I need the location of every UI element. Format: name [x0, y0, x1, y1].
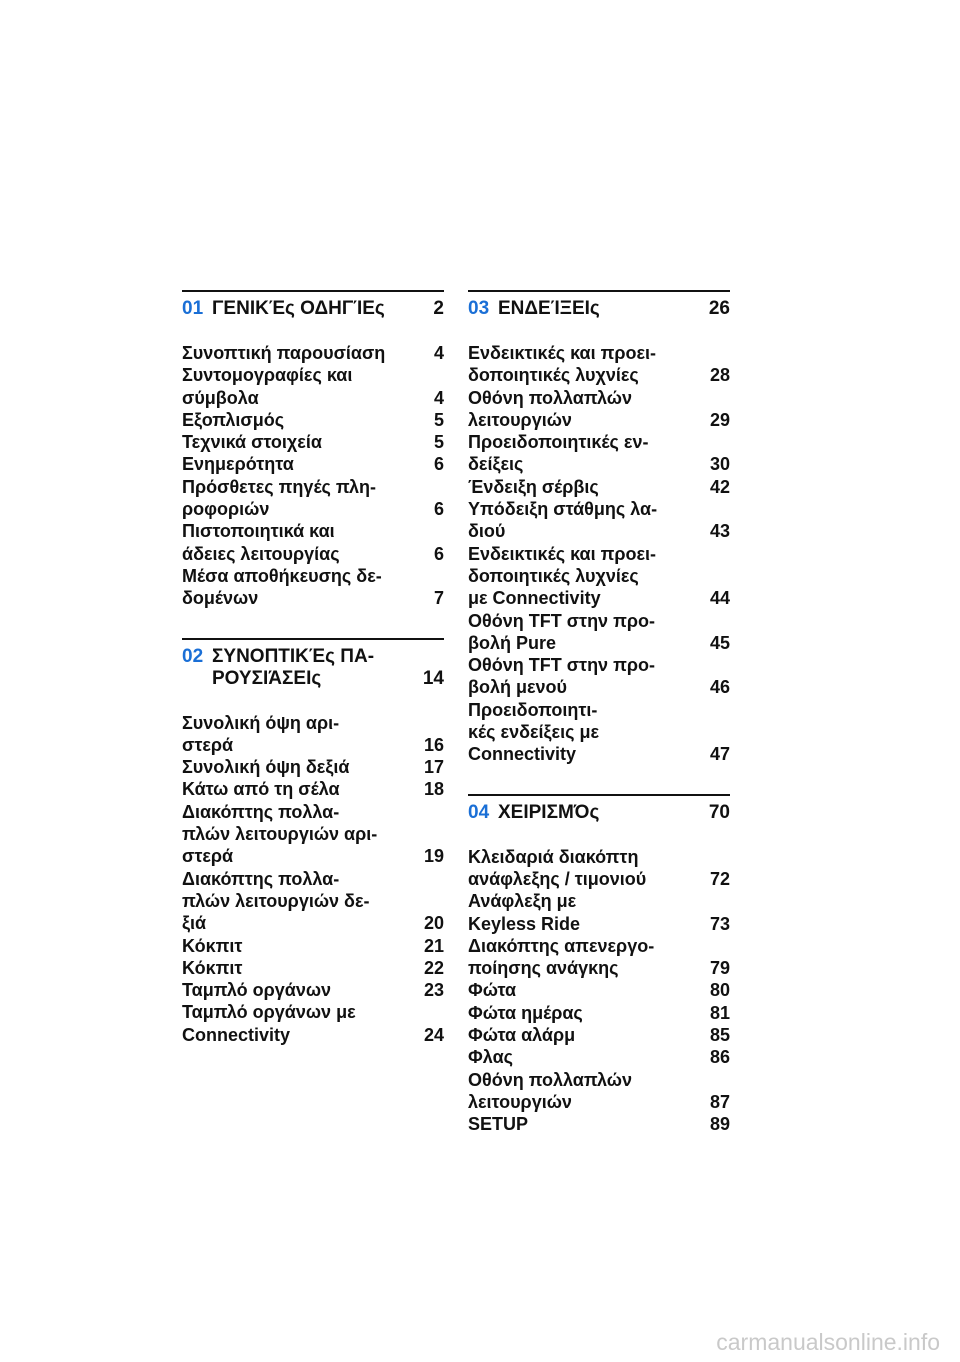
toc-entry-page: 4 — [433, 343, 444, 363]
toc-entry[interactable] — [468, 890, 730, 935]
toc-entry-page: 29 — [709, 409, 730, 430]
toc-entry-title: Ταμπλό οργάνων — [182, 980, 332, 1001]
toc-entry[interactable] — [182, 756, 444, 778]
section-page-number: 70 — [708, 801, 730, 823]
toc-entry-title: Ανάφλεξη με Keyless Ride — [468, 891, 581, 934]
toc-entry[interactable] — [468, 476, 730, 498]
toc-entry-page: 89 — [709, 1114, 730, 1135]
toc-entry[interactable] — [182, 979, 444, 1001]
toc-entry-title: Κλειδαριά διακόπτη ανάφλεξης / τιμονιού — [468, 846, 647, 889]
toc-entry-page: 73 — [709, 913, 730, 934]
toc-entry[interactable] — [182, 801, 444, 868]
toc-entry[interactable] — [468, 654, 730, 699]
toc-entry-title: Φώτα αλάρμ — [468, 1025, 576, 1046]
toc-entry-title: Οθόνη πολλαπλών λειτουργιών — [468, 1069, 632, 1112]
toc-right-column — [468, 290, 730, 1164]
toc-entry-title: Οθόνη πολλαπλών λειτουργιών — [468, 387, 632, 430]
toc-entry-title: Ενημερότητα — [182, 454, 294, 475]
toc-entry[interactable] — [468, 1113, 730, 1135]
toc-entry-list — [468, 342, 730, 766]
section-divider — [182, 290, 444, 292]
toc-entry-page: 5 — [433, 409, 444, 430]
toc-entry-page: 16 — [423, 734, 444, 755]
toc-entry[interactable] — [182, 778, 444, 800]
toc-entry-title: Φώτα — [468, 980, 517, 1001]
section-heading[interactable] — [468, 802, 730, 824]
toc-entry-page: 24 — [423, 1024, 444, 1045]
toc-entry-title: Τεχνικά στοιχεία — [182, 432, 322, 453]
section-divider — [182, 638, 444, 640]
toc-entry-page: 6 — [433, 499, 444, 520]
section-number: 02 — [182, 645, 204, 667]
toc-entry-page: 45 — [709, 632, 730, 653]
section-divider — [468, 290, 730, 292]
toc-entry-page: 46 — [709, 677, 730, 698]
toc-entry[interactable] — [468, 699, 730, 766]
section-title-group — [182, 646, 415, 690]
toc-entry-title: Συνολική όψη αρι- στερά — [182, 712, 340, 755]
toc-entry-title: Προειδοποιητι- κές ενδείξεις με Connectivity — [468, 699, 600, 765]
toc-entry[interactable] — [182, 476, 444, 521]
toc-entry-title: Φώτα ημέρας — [468, 1002, 583, 1023]
toc-entry-page: 30 — [709, 454, 730, 475]
toc-entry-list — [182, 712, 444, 1046]
toc-entry[interactable] — [182, 935, 444, 957]
toc-entry[interactable] — [468, 498, 730, 543]
toc-entry-page: 5 — [433, 432, 444, 453]
toc-entry[interactable] — [182, 431, 444, 453]
toc-entry-title: Φλας — [468, 1047, 513, 1068]
section-title-group — [182, 298, 425, 320]
toc-entry[interactable] — [468, 543, 730, 610]
toc-entry-list — [468, 846, 730, 1136]
toc-entry[interactable] — [468, 1024, 730, 1046]
section-heading[interactable] — [182, 646, 444, 690]
toc-entry-page: 85 — [709, 1025, 730, 1046]
section-number: 01 — [182, 298, 204, 319]
toc-entry-page: 18 — [423, 779, 444, 800]
section-title-group — [468, 802, 701, 824]
toc-entry-page: 80 — [709, 980, 730, 1001]
toc-entry[interactable] — [182, 1001, 444, 1046]
toc-entry-list — [182, 342, 444, 610]
section-heading[interactable] — [468, 298, 730, 320]
toc-entry[interactable] — [468, 1002, 730, 1024]
toc-entry-page: 86 — [709, 1047, 730, 1068]
section-page-number: 2 — [433, 298, 444, 319]
toc-entry[interactable] — [468, 1046, 730, 1068]
toc-entry-page: 6 — [433, 454, 444, 475]
toc-entry[interactable] — [182, 712, 444, 757]
toc-entry-title: Προειδοποιητικές εν- δείξεις — [468, 432, 649, 475]
section-number: 03 — [468, 298, 490, 319]
watermark: carmanualsonline.info — [716, 1329, 940, 1355]
toc-entry[interactable] — [182, 868, 444, 935]
section-number: 04 — [468, 801, 490, 823]
toc-entry-page: 4 — [433, 387, 444, 408]
section-page-number: 26 — [708, 298, 730, 319]
toc-entry-title: Μέσα αποθήκευσης δε- δομένων — [182, 565, 382, 609]
toc-entry-page: 20 — [423, 913, 444, 934]
toc-entry[interactable] — [182, 453, 444, 475]
toc-entry-title: Ενδεικτικές και προει- δοποιητικές λυχνίες με Connectivity — [468, 543, 657, 609]
toc-section — [182, 638, 444, 1046]
section-divider — [468, 794, 730, 796]
toc-entry-page: 87 — [709, 1091, 730, 1112]
toc-entry-page: 72 — [709, 868, 730, 889]
toc-entry-title: Διακόπτης πολλα- πλών λειτουργιών δε- ξιά — [182, 868, 370, 934]
toc-entry[interactable] — [182, 409, 444, 431]
toc-entry[interactable] — [182, 364, 444, 409]
section-title: ΣΥΝΟΠΤΙΚΈς ΠΑ- ΡΟΥΣΙΆΣΕΙς — [212, 645, 375, 689]
toc-entry[interactable] — [468, 979, 730, 1001]
section-title-group — [468, 298, 701, 320]
toc-entry[interactable] — [468, 387, 730, 432]
section-page-number: 14 — [422, 667, 444, 689]
section-title: ΧΕΙΡΙΣΜΌς — [498, 801, 600, 823]
section-heading[interactable] — [182, 298, 444, 320]
toc-entry-title: Εξοπλισμός — [182, 409, 285, 430]
toc-entry-page: 47 — [709, 744, 730, 765]
toc-entry-title: Πιστοποιητικά και άδειες λειτουργίας — [182, 521, 340, 564]
toc-entry-title: Οθόνη TFT στην προ- βολή Pure — [468, 610, 655, 653]
toc-entry-title: Ταμπλό οργάνων με Connectivity — [182, 1002, 356, 1045]
toc-entry-page: 21 — [423, 935, 444, 956]
toc-entry-title: Συνοπτική παρουσίαση — [182, 343, 386, 363]
section-title: ΕΝΔΕΊΞΕΙς — [498, 298, 600, 319]
toc-entry[interactable] — [182, 520, 444, 565]
toc-entry-title: SETUP — [468, 1114, 529, 1135]
toc-entry-title: Διακόπτης πολλα- πλών λειτουργιών αρι- στερά — [182, 801, 378, 867]
toc-entry[interactable] — [468, 935, 730, 980]
toc-section — [468, 290, 730, 766]
toc-section — [182, 290, 444, 610]
toc-entry-title: Συντομογραφίες και σύμβολα — [182, 365, 353, 408]
toc-entry-title: Κάτω από τη σέλα — [182, 779, 340, 800]
toc-entry-page: 44 — [709, 588, 730, 609]
toc-entry-title: Ενδεικτικές και προει- δοποιητικές λυχνίες — [468, 343, 657, 386]
toc-entry[interactable] — [468, 431, 730, 476]
toc-entry-title: Κόκπιτ — [182, 935, 243, 956]
toc-entry-page: 81 — [709, 1002, 730, 1023]
toc-entry-page: 79 — [709, 958, 730, 979]
toc-entry-title: Υπόδειξη στάθμης λα- διού — [468, 499, 658, 542]
toc-entry[interactable] — [468, 342, 730, 387]
toc-entry-page: 6 — [433, 543, 444, 564]
toc-entry-page: 17 — [423, 757, 444, 778]
toc-entry-page: 7 — [433, 588, 444, 609]
toc-entry-page: 43 — [709, 521, 730, 542]
toc-entry[interactable] — [468, 1069, 730, 1114]
toc-entry-title: Ένδειξη σέρβις — [468, 476, 599, 497]
toc-entry-page: 19 — [423, 846, 444, 867]
toc-section — [468, 794, 730, 1136]
toc-entry[interactable] — [182, 957, 444, 979]
toc-entry[interactable] — [182, 565, 444, 610]
toc-entry-page: 22 — [423, 957, 444, 978]
toc-entry[interactable] — [468, 610, 730, 655]
toc-entry-title: Διακόπτης απενεργο- ποίησης ανάγκης — [468, 935, 655, 979]
toc-left-column — [182, 290, 444, 1074]
toc-entry-title: Οθόνη TFT στην προ- βολή μενού — [468, 655, 655, 698]
toc-entry-page: 28 — [709, 365, 730, 386]
toc-entry-page: 42 — [709, 476, 730, 497]
toc-entry[interactable] — [182, 342, 444, 364]
toc-entry[interactable] — [468, 846, 730, 891]
section-title: ΓΕΝΙΚΈς ΟΔΗΓΊΕς — [212, 298, 385, 319]
toc-entry-title: Πρόσθετες πηγές πλη- ροφοριών — [182, 476, 377, 520]
toc-entry-page: 23 — [423, 980, 444, 1001]
toc-entry-title: Κόκπιτ — [182, 957, 243, 978]
toc-entry-title: Συνολική όψη δεξιά — [182, 757, 350, 778]
